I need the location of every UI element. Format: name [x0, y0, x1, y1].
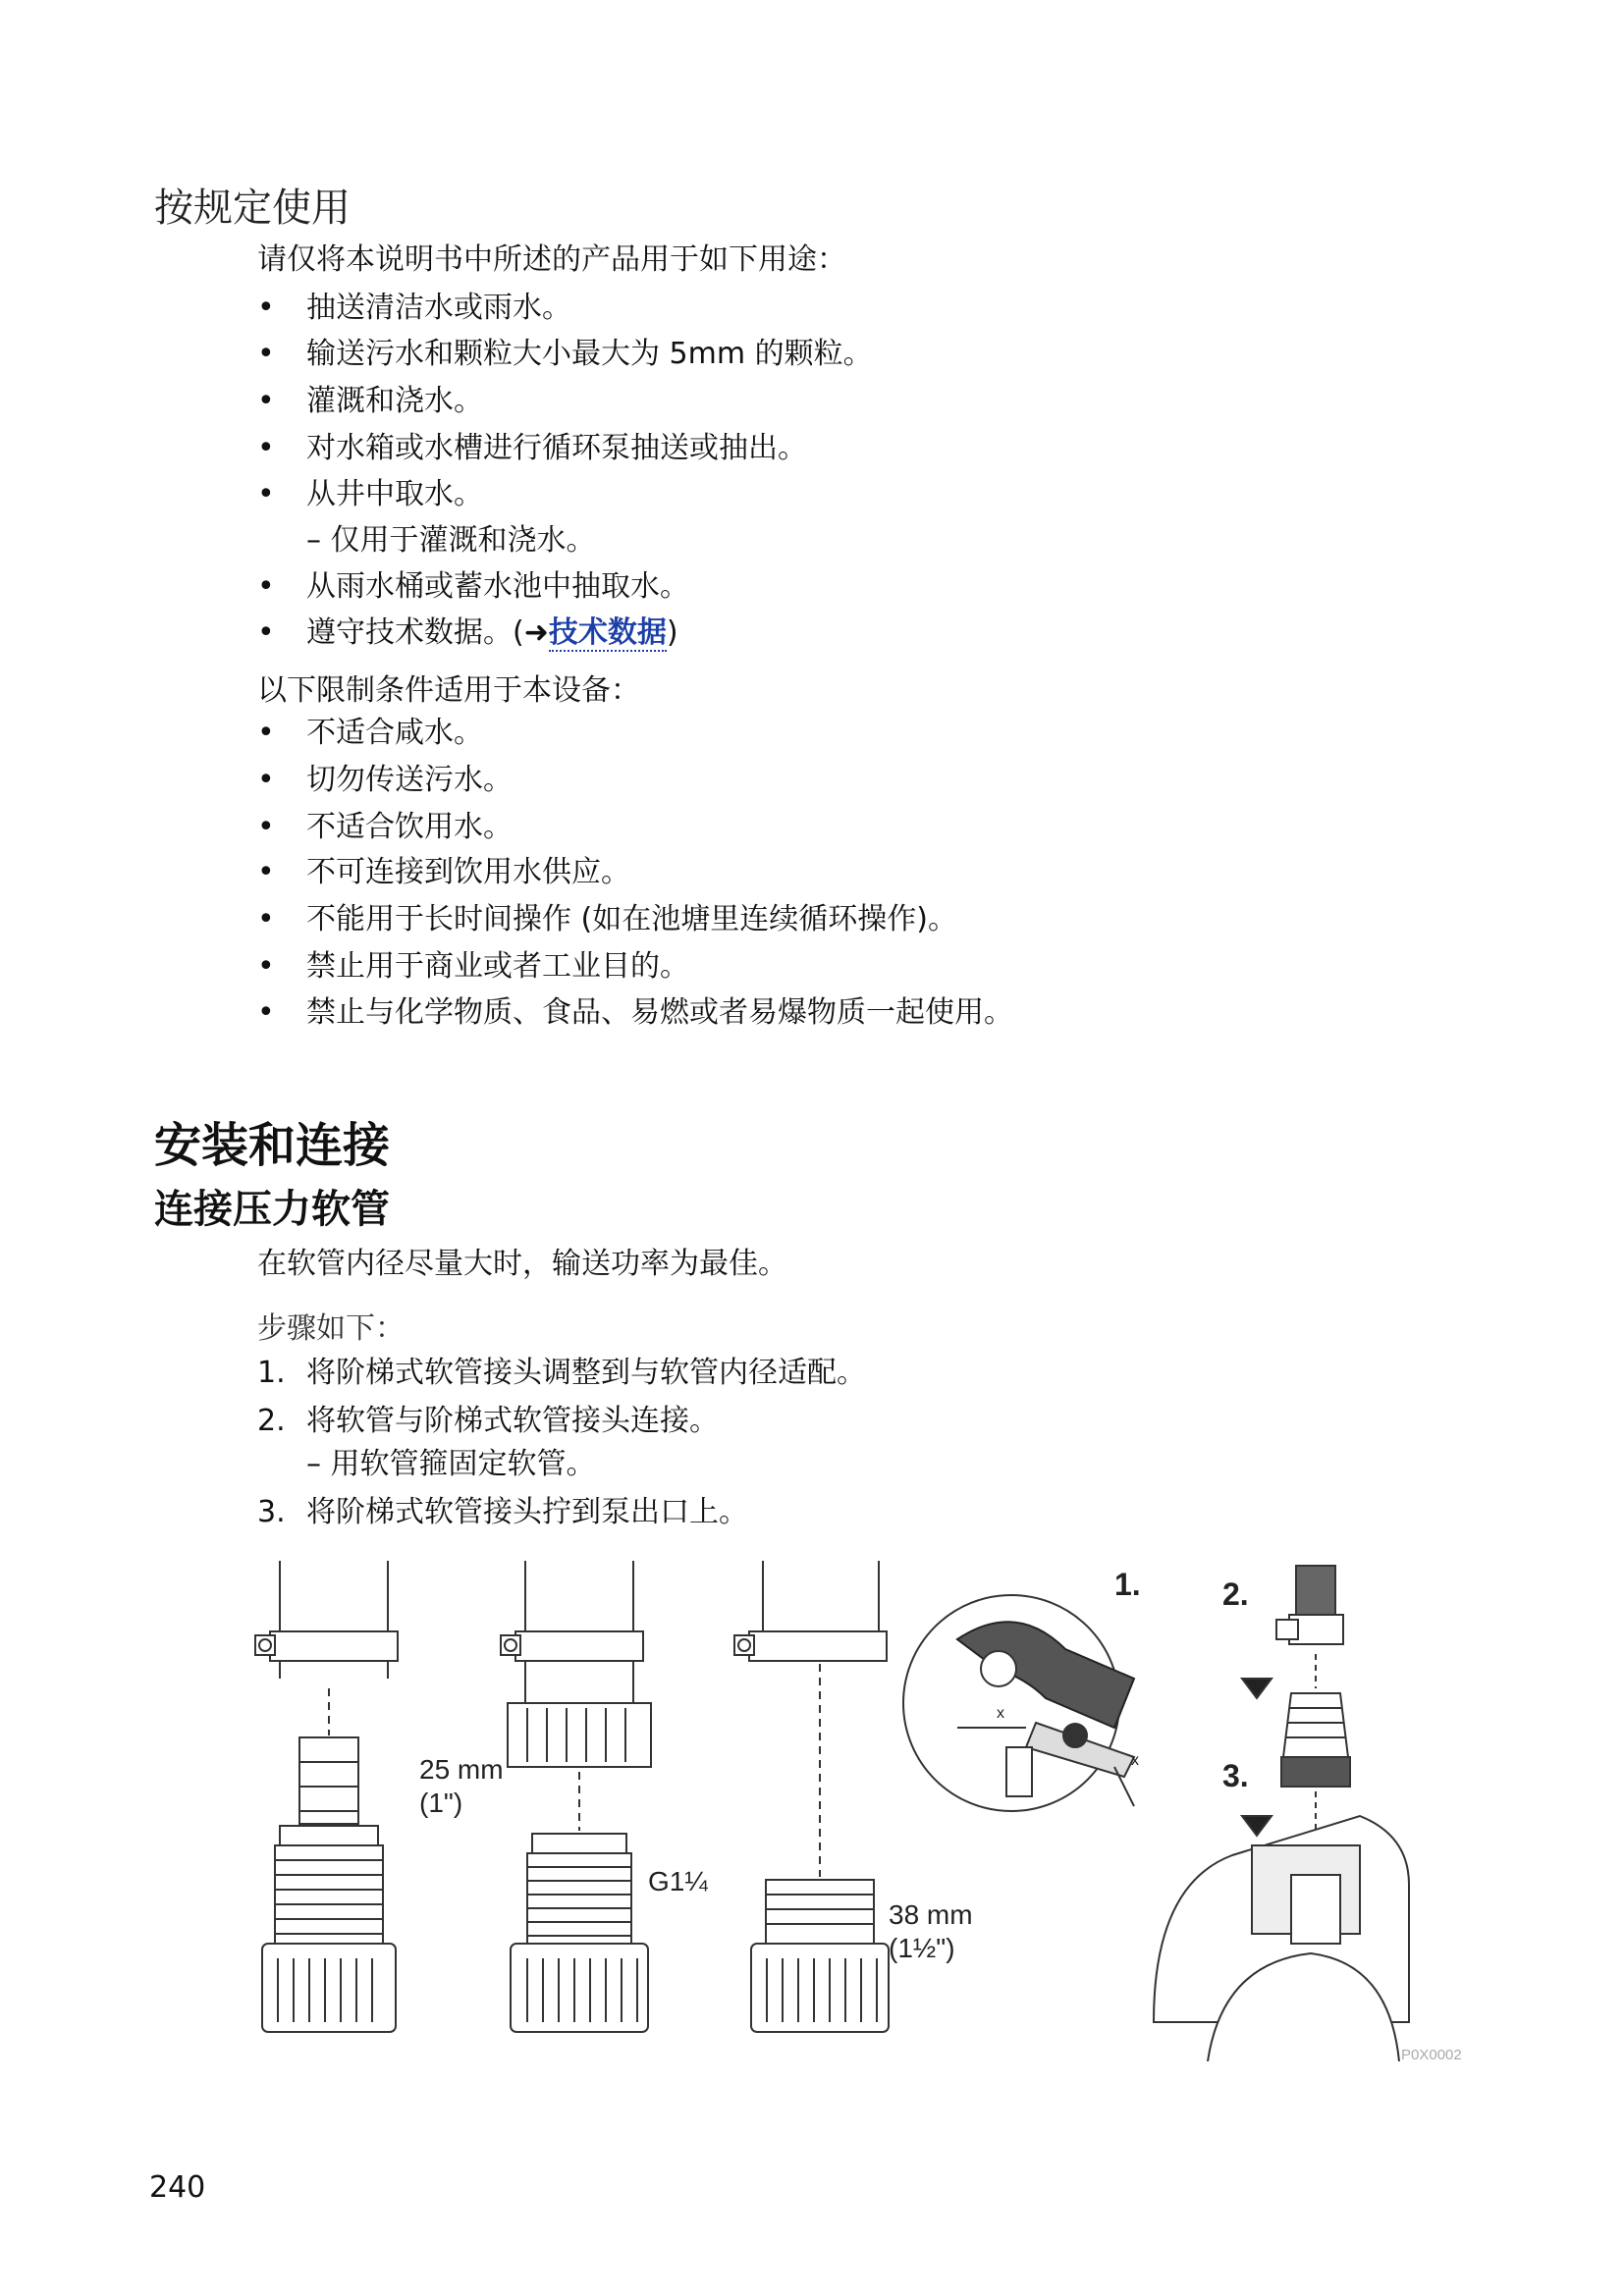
step-number: 2.: [257, 1404, 286, 1438]
section-heading-intended-use: 按规定使用: [154, 186, 351, 231]
list-item-text: 不可连接到饮用水供应。: [306, 855, 630, 889]
bullet-icon: •: [257, 716, 275, 750]
step-label-3: 3.: [1222, 1758, 1249, 1793]
pump-outlet-assembly: [1154, 1566, 1409, 2061]
list-item-text: 对水箱或水槽进行循环泵抽送或抽出。: [306, 431, 807, 465]
bullet-icon: •: [257, 763, 275, 797]
step-number: 3.: [257, 1495, 286, 1529]
list-item-text: 灌溉和浇水。: [306, 384, 483, 418]
bullet-icon: •: [257, 291, 275, 325]
bullet-icon: •: [257, 431, 275, 465]
label-g1-quarter: G1¼: [648, 1866, 708, 1896]
step-text: 将软管与阶梯式软管接头连接。: [306, 1404, 719, 1438]
label-25mm: 25 mm: [419, 1754, 504, 1785]
steps-intro: 步骤如下：: [257, 1311, 405, 1346]
bullet-icon: •: [257, 902, 275, 936]
tech-line-suffix: ): [666, 615, 678, 650]
arrow-right-icon: ➜: [523, 615, 549, 650]
hose-assembly-g1-quarter: [501, 1561, 651, 2032]
page-number: 240: [149, 2170, 206, 2205]
list-item-text: 禁止用于商业或者工业目的。: [306, 949, 689, 984]
bullet-icon: •: [257, 569, 275, 604]
label-25mm-inch: (1"): [419, 1788, 463, 1818]
list-item-text: 输送污水和颗粒大小最大为 5mm 的颗粒。: [306, 337, 873, 371]
list-item-text: 从井中取水。: [306, 477, 483, 511]
bullet-icon: •: [257, 810, 275, 844]
bullet-icon: •: [257, 337, 275, 371]
figure-code: P0X0002: [1401, 2047, 1462, 2061]
arrow-down-icon: [1242, 1816, 1272, 1836]
bullet-icon: •: [257, 477, 275, 511]
pressure-hose-intro: 在软管内径尽量大时，输送功率为最佳。: [257, 1247, 787, 1281]
subsection-heading-pressure-hose: 连接压力软管: [154, 1187, 390, 1232]
bullet-icon: •: [257, 949, 275, 984]
bullet-icon: •: [257, 855, 275, 889]
bullet-icon: •: [257, 995, 275, 1030]
intended-use-intro: 请仅将本说明书中所述的产品用于如下用途：: [257, 242, 846, 277]
bullet-icon: •: [257, 615, 275, 650]
dimension-x-label: x: [997, 1705, 1004, 1722]
section-heading-installation: 安装和连接: [154, 1118, 391, 1173]
list-item-text: 不适合饮用水。: [306, 810, 513, 844]
step-number: 1.: [257, 1356, 286, 1390]
list-item-text: 从雨水桶或蓄水池中抽取水。: [306, 569, 689, 604]
step-text: 将阶梯式软管接头拧到泵出口上。: [306, 1495, 748, 1529]
list-item-text: 切勿传送污水。: [306, 763, 513, 797]
list-item-text: 抽送清洁水或雨水。: [306, 291, 571, 325]
step-text: 将阶梯式软管接头调整到与软管内径适配。: [306, 1356, 866, 1390]
step-sub-item: – 用软管箍固定软管。: [306, 1447, 596, 1481]
bullet-icon: •: [257, 384, 275, 418]
list-item-text: 不适合咸水。: [306, 716, 483, 750]
label-38mm-inch: (1½"): [889, 1933, 955, 1963]
hose-assembly-25mm: [255, 1561, 398, 2032]
sub-list-item: – 仅用于灌溉和浇水。: [306, 523, 596, 558]
arrow-down-icon: [1242, 1679, 1272, 1698]
step-label-2: 2.: [1222, 1576, 1249, 1612]
tech-line-prefix: 遵守技术数据。(: [306, 615, 524, 650]
hose-assembly-38mm: [734, 1561, 889, 2032]
list-item-text: [306, 614, 678, 653]
hose-connection-illustration: [250, 1561, 1488, 2061]
list-item-text: 禁止与化学物质、食品、易燃或者易爆物质一起使用。: [306, 995, 1013, 1030]
step-label-1: 1.: [1114, 1567, 1141, 1602]
dimension-x-label: x: [1131, 1752, 1139, 1769]
tech-data-link[interactable]: 技术数据: [548, 615, 667, 650]
restrictions-intro: 以下限制条件适用于本设备：: [257, 673, 640, 708]
list-item-text: 不能用于长时间操作 (如在池塘里连续循环操作)。: [306, 902, 957, 936]
hose-cut-detail: [903, 1595, 1134, 1811]
label-38mm: 38 mm: [889, 1899, 973, 1930]
